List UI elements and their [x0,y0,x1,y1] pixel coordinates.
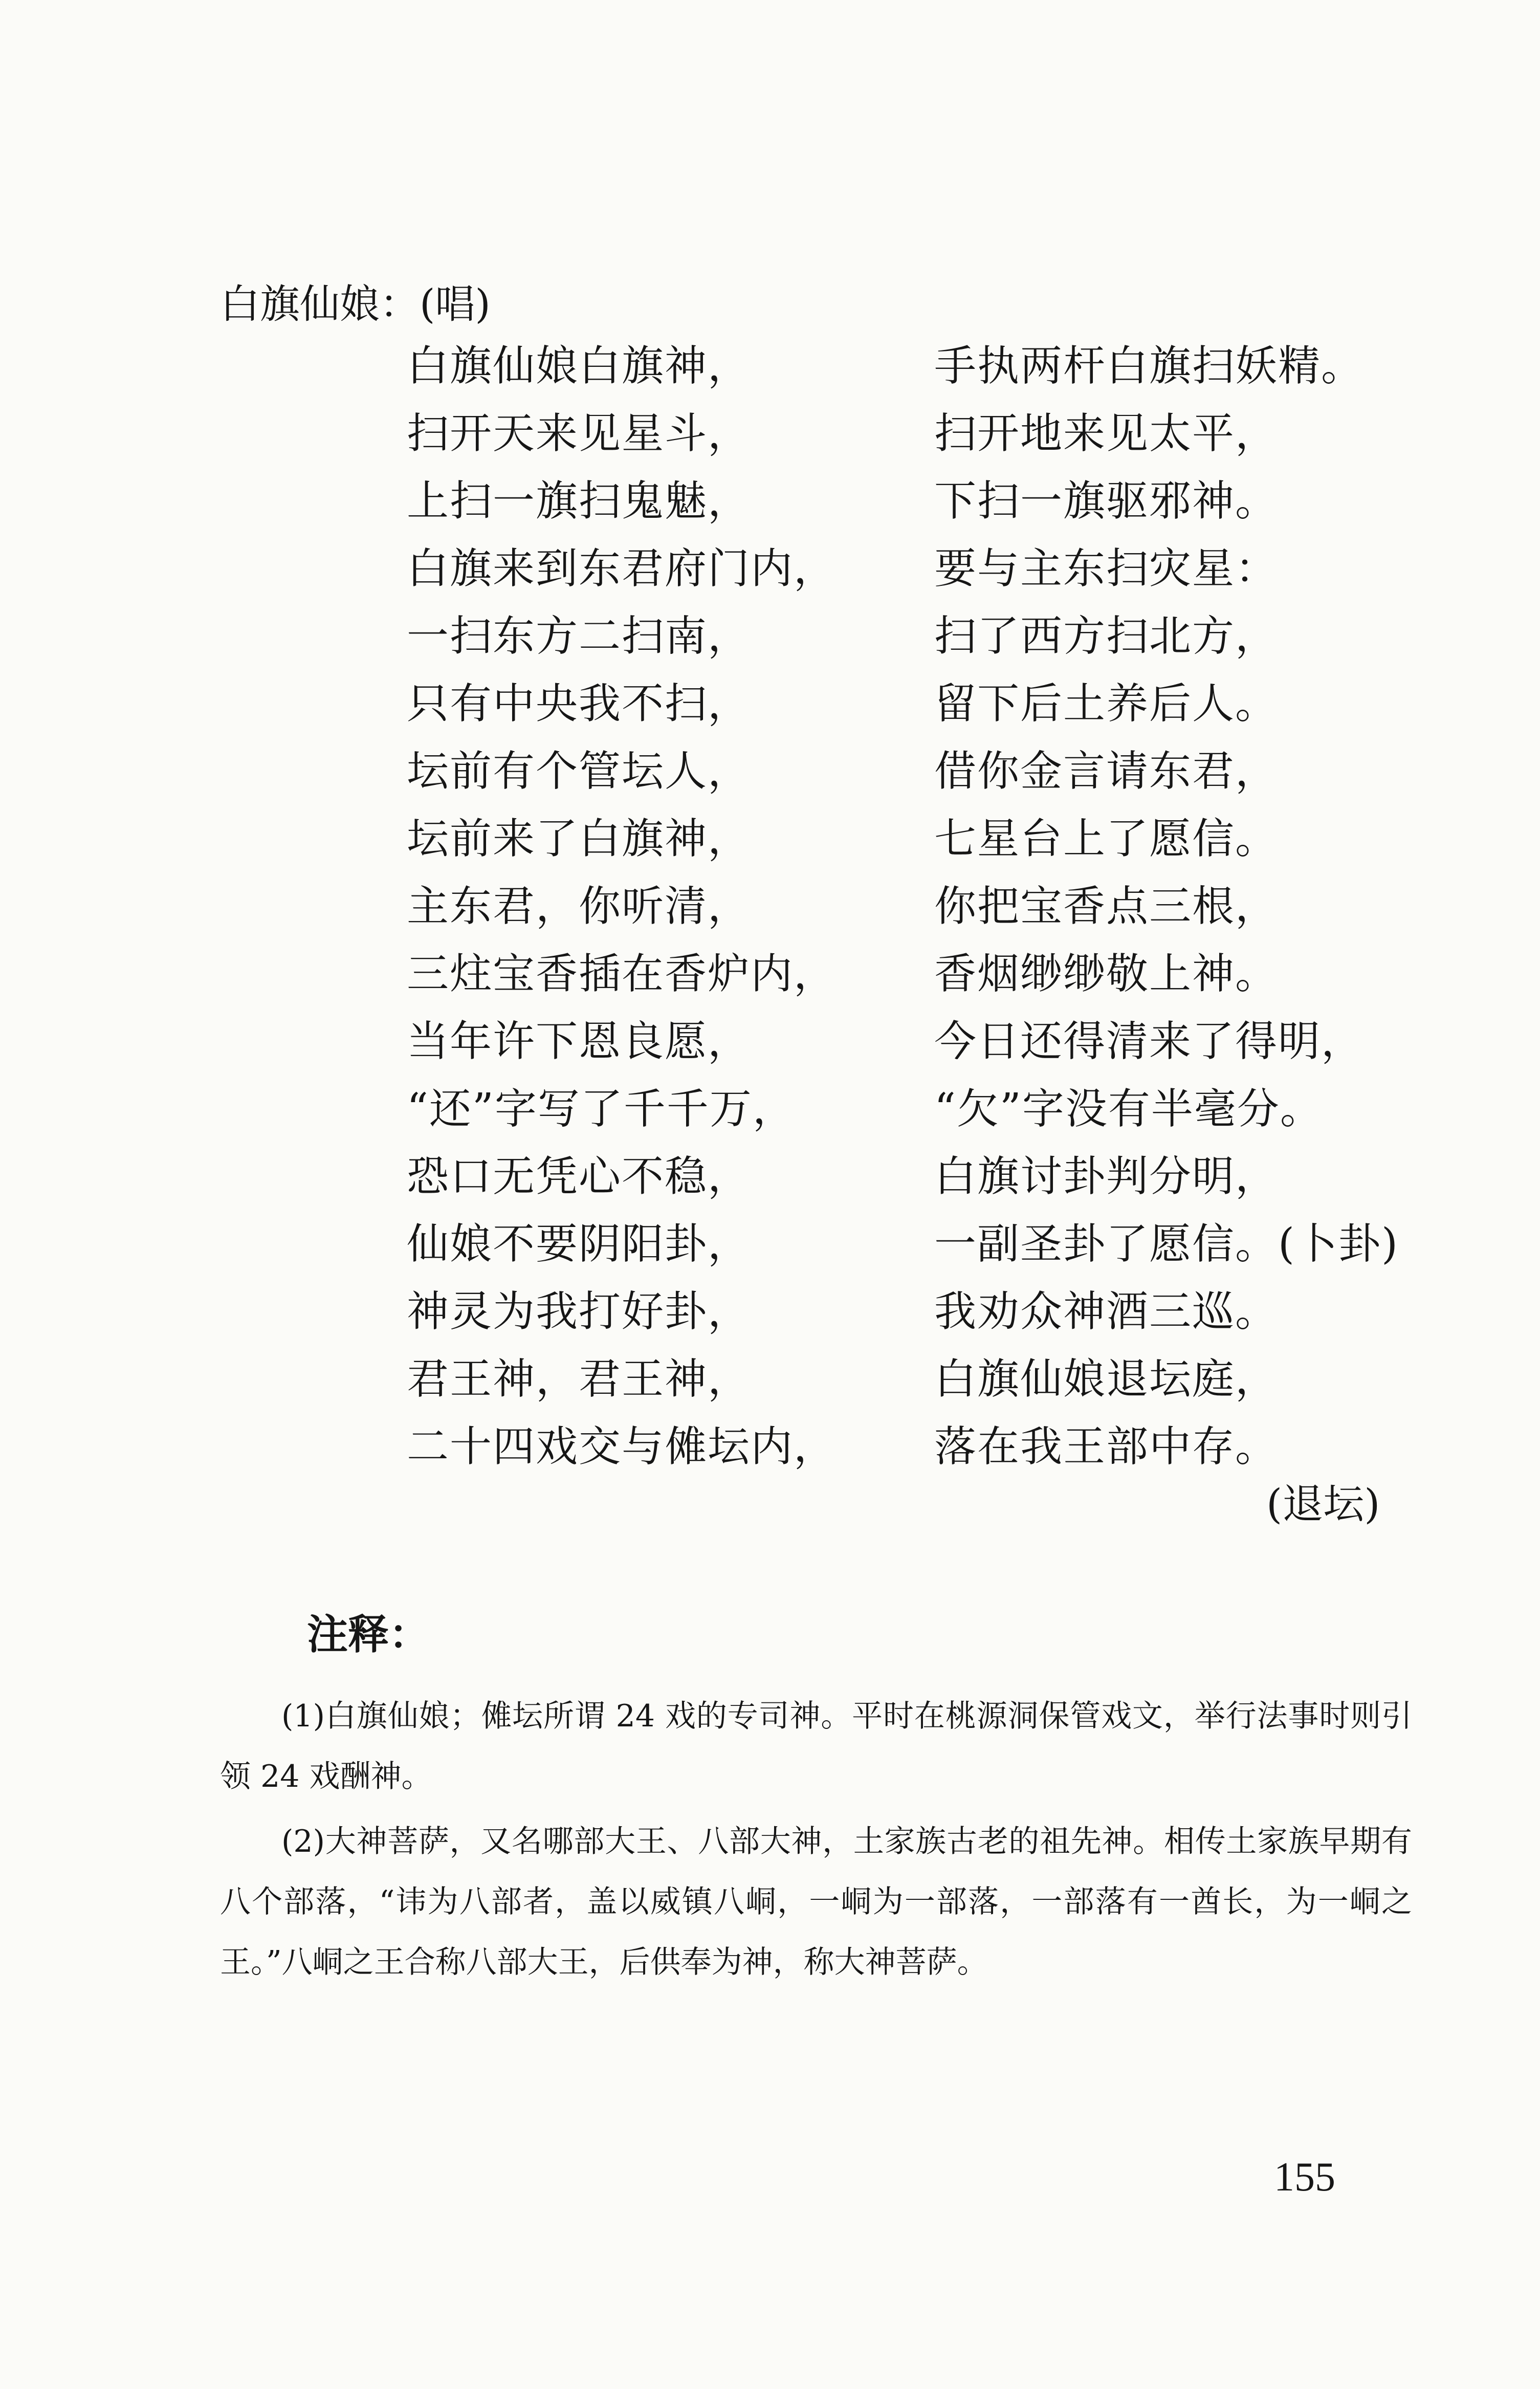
verse-left: 白旗来到东君府门内， [407,544,837,593]
verse-line [0,873,1540,940]
verse-line [0,333,1540,400]
verse-right: 白旗讨卦判分明， [934,1152,1279,1201]
verse-line [0,940,1540,1008]
verse-left: 主东君，你听清， [407,882,751,931]
verse-line [0,400,1540,468]
verse-right: 扫了西方扫北方， [934,612,1279,661]
verse-right: “欠”字没有半毫分。 [934,1085,1323,1133]
verse-line [0,1346,1540,1413]
page-number: 155 [1274,2155,1335,2200]
verse-left: 一扫东方二扫南， [407,612,751,661]
verse-right: 我劝众神酒三巡。 [934,1287,1279,1336]
verse-left: 仙娘不要阴阳卦， [407,1220,751,1268]
verse-left: 只有中央我不扫， [407,680,751,728]
verse-left: 扫开天来见星斗， [407,409,751,458]
notes-heading: 注释： [307,1611,430,1658]
verse-line [0,1143,1540,1211]
verse-right: 要与主东扫灾星： [934,544,1279,593]
verse-line [0,603,1540,670]
stage-direction-end: (退坛) [1266,1480,1380,1528]
verse-left: 当年许下恩良愿， [407,1017,751,1066]
verse-left: 神灵为我打好卦， [407,1287,751,1336]
verse-line [0,1076,1540,1143]
verse-right: 一副圣卦了愿信。(卜卦) [934,1220,1399,1268]
verse-left: 君王神，君王神， [407,1355,751,1404]
verse-left: 坛前有个管坛人， [407,747,751,796]
note-2: (2)大神菩萨，又名哪部大王、八部大神，土家族古老的祖先神。相传土家族早期有八个部落，“讳为八部者，盖以威镇八峒，一峒为一部落，一部落有一酋长，为一峒之王。”八峒之王合称八部大王，后供奉为神，称大神菩萨。 [220,1824,1412,1980]
verse-line [0,805,1540,873]
verse-right: 下扫一旗驱邪神。 [934,477,1279,525]
verse-right: 你把宝香点三根， [934,882,1279,931]
verse-left: 坛前来了白旗神， [407,815,751,863]
verse-right: 留下后土养后人。 [934,680,1279,728]
verse-left: 白旗仙娘白旗神， [407,342,751,390]
verse-line [0,1278,1540,1346]
verse-right: 今日还得清来了得明， [934,1017,1365,1066]
verse-left: 三炷宝香插在香炉内， [407,950,837,998]
verse-line [0,1413,1540,1481]
verse-left: 上扫一旗扫鬼魅， [407,477,751,525]
verse-right: 手执两杆白旗扫妖精。 [934,342,1365,390]
verse-left: “还”字写了千千万， [407,1085,796,1133]
verse-right: 香烟缈缈敬上神。 [934,950,1279,998]
verse-right: 七星台上了愿信。 [934,815,1279,863]
verse-right: 白旗仙娘退坛庭， [934,1355,1279,1404]
verse-line [0,535,1540,603]
verse-line [0,670,1540,738]
verse-line [0,1211,1540,1278]
verse-line [0,738,1540,805]
speaker-label: 白旗仙娘：(唱) [220,281,491,327]
verse-right: 借你金言请东君， [934,747,1279,796]
verse-left: 二十四戏交与傩坛内， [407,1422,837,1471]
verse-line [0,468,1540,535]
verse-right: 扫开地来见太平， [934,409,1279,458]
note-1: (1)白旗仙娘；傩坛所谓 24 戏的专司神。平时在桃源洞保管戏文，举行法事时则引领 24 戏酬神。 [220,1698,1412,1794]
verse-right: 落在我王部中存。 [934,1422,1279,1471]
verse-line [0,1008,1540,1076]
verse-left: 恐口无凭心不稳， [407,1152,751,1201]
